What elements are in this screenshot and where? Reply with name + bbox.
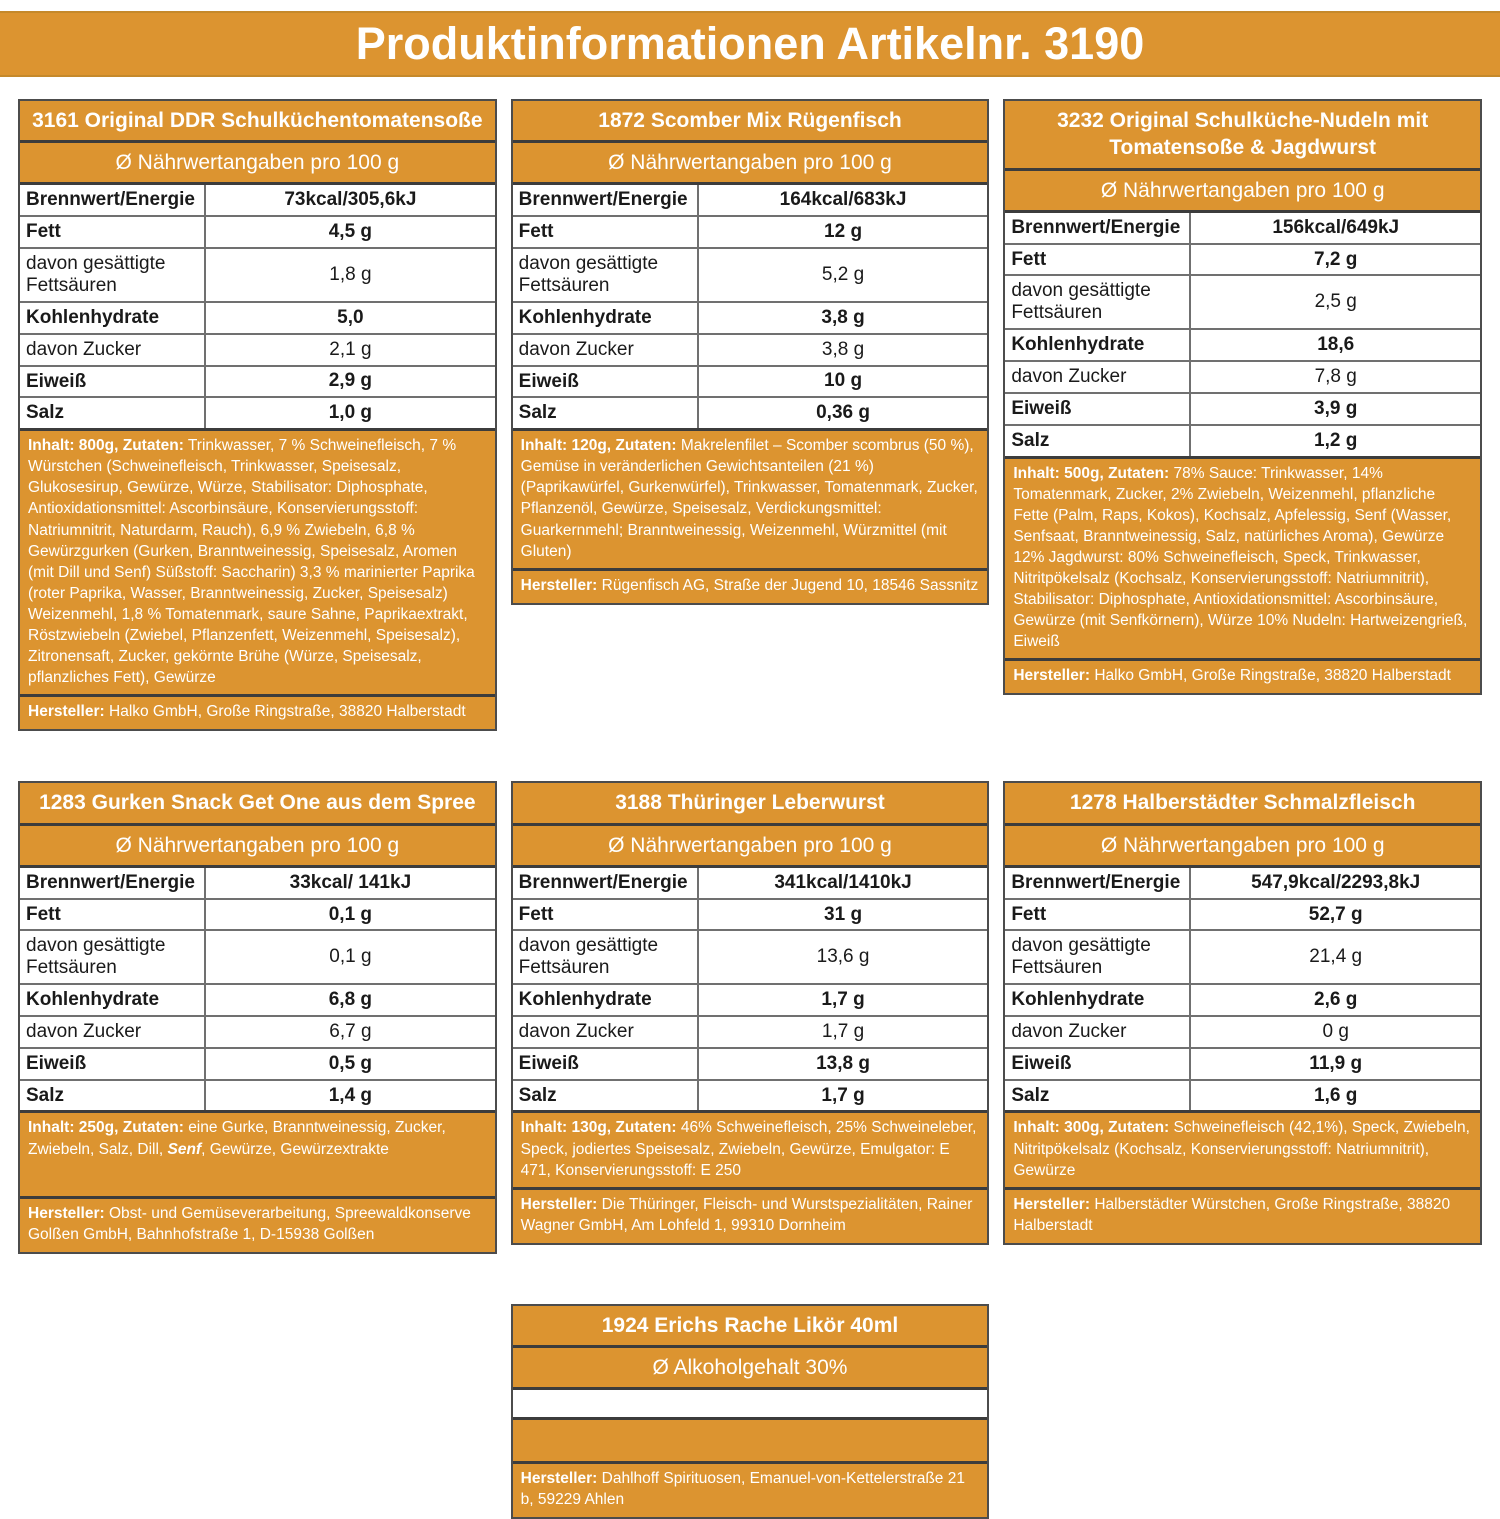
nutrition-label: davon gesättigte Fettsäuren [1005, 275, 1190, 329]
nutrition-row [1005, 1048, 1480, 1080]
nutrition-subtitle: Ø Nährwertangaben pro 100 g [513, 143, 988, 185]
nutrition-label: Brennwert/Energie [1005, 213, 1190, 244]
nutrition-value: 33kcal/ 141kJ [205, 868, 495, 899]
nutrition-label: Fett [20, 899, 205, 931]
nutrition-value: 6,8 g [205, 984, 495, 1016]
page-header [0, 11, 1500, 77]
manufacturer-text [513, 1461, 988, 1517]
nutrition-row [513, 216, 988, 248]
nutrition-value: 13,6 g [698, 930, 988, 984]
nutrition-row [20, 1080, 495, 1111]
nutrition-row [513, 397, 988, 428]
nutrition-label: davon Zucker [513, 1016, 698, 1048]
nutrition-row [20, 185, 495, 216]
nutrition-value: 2,1 g [205, 334, 495, 366]
hersteller-value: Halko GmbH, Große Ringstraße, 38820 Halberstadt [1094, 667, 1451, 685]
hersteller-label: Hersteller: [28, 703, 105, 721]
ingredients-text [20, 428, 495, 694]
ingredients-text [20, 1110, 495, 1195]
nutrition-label: Fett [513, 216, 698, 248]
product-card-1924 [511, 1304, 990, 1519]
nutrition-value: 3,8 g [698, 334, 988, 366]
nutrition-value: 1,8 g [205, 248, 495, 302]
product-card-3232 [1003, 99, 1482, 695]
nutrition-label: Salz [1005, 1080, 1190, 1111]
nutrition-value: 1,0 g [328, 402, 373, 424]
nutrition-subtitle: Ø Nährwertangaben pro 100 g [20, 826, 495, 868]
nutrition-value: 1,7 g [698, 1016, 988, 1048]
nutrition-row [513, 366, 988, 398]
inhalt-label: Inhalt: 800g, Zutaten: [28, 437, 184, 455]
nutrition-value: 31 g [698, 899, 988, 931]
nutrition-value: 1,7 g [821, 1084, 865, 1106]
nutrition-value: 156kcal/649kJ [1190, 213, 1480, 244]
nutrition-row [513, 334, 988, 366]
nutrition-label: Fett [1005, 899, 1190, 931]
product-title: 1283 Gurken Snack Get One aus dem Spree [20, 783, 495, 825]
nutrition-label: Eiweiß [20, 1048, 205, 1080]
nutrition-row [513, 1080, 988, 1111]
nutrition-value: 18,6 [1190, 329, 1480, 361]
nutrition-row [513, 248, 988, 302]
empty-ingredients-row [513, 1417, 988, 1461]
nutrition-label: Eiweiß [20, 366, 205, 398]
nutrition-label: Kohlenhydrate [1005, 329, 1190, 361]
nutrition-label: Salz [1005, 425, 1190, 456]
nutrition-subtitle: Ø Nährwertangaben pro 100 g [513, 826, 988, 868]
nutrition-value: 0,1 g [205, 899, 495, 931]
nutrition-label: Kohlenhydrate [1005, 984, 1190, 1016]
nutrition-value: 12 g [698, 216, 988, 248]
nutrition-label: Brennwert/Energie [1005, 868, 1190, 899]
nutrition-row [1005, 393, 1480, 425]
product-card-1278 [1003, 781, 1482, 1245]
nutrition-value: 7,2 g [1190, 244, 1480, 276]
nutrition-table [513, 185, 988, 428]
nutrition-row [513, 302, 988, 334]
nutrition-label: Fett [20, 216, 205, 248]
nutrition-label: davon Zucker [1005, 1016, 1190, 1048]
nutrition-row [1005, 1016, 1480, 1048]
ingredients-text [1005, 1110, 1480, 1186]
manufacturer-text [513, 1187, 988, 1243]
inhalt-label: Inhalt: 250g, Zutaten: [28, 1119, 184, 1137]
nutrition-label: Eiweiß [1005, 1048, 1190, 1080]
hersteller-value: Halko GmbH, Große Ringstraße, 38820 Halberstadt [109, 703, 466, 721]
hersteller-value: Halberstädter Würstchen, Große Ringstraße, 38820 Halberstadt [1013, 1195, 1451, 1234]
nutrition-label: Brennwert/Energie [513, 185, 698, 216]
nutrition-value: 5,0 [205, 302, 495, 334]
nutrition-row [1005, 329, 1480, 361]
hersteller-value: Rügenfisch AG, Straße der Jugend 10, 18546 Sassnitz [601, 576, 979, 594]
nutrition-subtitle: Ø Nährwertangaben pro 100 g [1005, 171, 1480, 213]
product-title: 3188 Thüringer Leberwurst [513, 783, 988, 825]
product-card-3161 [18, 99, 497, 731]
nutrition-value: 341kcal/1410kJ [698, 868, 988, 899]
nutrition-row [20, 216, 495, 248]
nutrition-label: Brennwert/Energie [20, 868, 205, 899]
nutrition-label: Eiweiß [513, 1048, 698, 1080]
nutrition-row [20, 1016, 495, 1048]
manufacturer-text [20, 1196, 495, 1252]
nutrition-label: davon gesättigte Fettsäuren [513, 930, 698, 984]
nutrition-label: Kohlenhydrate [513, 984, 698, 1016]
nutrition-label: Eiweiß [1005, 393, 1190, 425]
inhalt-label: Inhalt: 500g, Zutaten: [1013, 464, 1170, 482]
ingredients-text [1005, 456, 1480, 659]
nutrition-label: davon Zucker [20, 334, 205, 366]
nutrition-label: davon gesättigte Fettsäuren [20, 248, 205, 302]
nutrition-row [20, 1048, 495, 1080]
nutrition-row [1005, 868, 1480, 899]
manufacturer-text [20, 694, 495, 729]
product-title: 3161 Original DDR Schulküchentomatensoße [20, 101, 495, 143]
hersteller-label: Hersteller: [28, 1204, 105, 1222]
nutrition-subtitle: Ø Nährwertangaben pro 100 g [1005, 826, 1480, 868]
hersteller-label: Hersteller: [1013, 667, 1091, 685]
manufacturer-text [513, 568, 988, 603]
nutrition-value: 6,7 g [205, 1016, 495, 1048]
nutrition-value: 7,8 g [1190, 361, 1480, 393]
nutrition-table [1005, 868, 1480, 1111]
nutrition-value: 1,4 g [328, 1084, 373, 1106]
nutrition-table [513, 868, 988, 1111]
nutrition-value: 2,6 g [1190, 984, 1480, 1016]
nutrition-row [20, 248, 495, 302]
nutrition-value: 73kcal/305,6kJ [205, 185, 495, 216]
hersteller-value: Die Thüringer, Fleisch- und Wurstspezialitäten, Rainer Wagner GmbH, Am Lohfeld 1, 99310 Dornheim [520, 1195, 973, 1234]
nutrition-value: 1,6 g [1314, 1084, 1358, 1106]
nutrition-row [20, 397, 495, 428]
hersteller-label: Hersteller: [520, 1470, 598, 1488]
product-title: 1278 Halberstädter Schmalzfleisch [1005, 783, 1480, 825]
nutrition-row [20, 868, 495, 899]
inhalt-label: Inhalt: 300g, Zutaten: [1013, 1119, 1170, 1137]
nutrition-value: 1,2 g [1314, 429, 1358, 451]
nutrition-row [1005, 213, 1480, 244]
hersteller-label: Hersteller: [520, 576, 598, 594]
zutaten-text: Trinkwasser, 7 % Schweinefleisch, 7 % Würstchen (Schweinefleisch, Trinkwasser, Speisesalz, Glukosesirup, Gewürze, Würze, Stabilisator: Diphosphate, Antioxidationsmittel: Ascorbinsäure, Konservierungsstoff: Natriumnitrit, Naturdarm, Rauch), 6,9 % Zwiebeln, 6,8 % Gewürzgurken (Gurken, Branntweinessig, Speisesalz, Aromen (mit Dill und Senf) Süßstoff: Saccharin) 3,3 % marinierter Paprika (roter Paprika, Wasser, Branntweinessig, Zucker, Speisesalz) Weizenmehl, 1,8 % Tomatenmark, saure Sahne, Paprikaextrakt, Röstzwiebeln (Zwiebel, Pflanzenfett, Weizenmehl, Speisesalz), Zitronensaft, Zucker, gekörnte Brühe (Würze, Speisesalz, pflanzliches Fett), Gewürze [28, 437, 475, 687]
nutrition-value: 52,7 g [1190, 899, 1480, 931]
zutaten-text: Schweinefleisch (42,1%), Speck, Zwiebeln, Nitritpökelsalz (Kochsalz, Konservierungsstoff: Natriumnitrit), Gewürze [1013, 1119, 1470, 1179]
nutrition-row [1005, 930, 1480, 984]
nutrition-row [513, 185, 988, 216]
ingredients-text [513, 428, 988, 567]
nutrition-label: davon gesättigte Fettsäuren [20, 930, 205, 984]
nutrition-label: Fett [1005, 244, 1190, 276]
page-title: Produktinformationen Artikelnr. 3190 [355, 18, 1145, 69]
nutrition-value: 0,5 g [205, 1048, 495, 1080]
nutrition-table [20, 185, 495, 428]
nutrition-label: davon Zucker [513, 334, 698, 366]
nutrition-row [1005, 425, 1480, 456]
nutrition-row [1005, 899, 1480, 931]
nutrition-label: Brennwert/Energie [513, 868, 698, 899]
hersteller-value: Obst- und Gemüseverarbeitung, Spreewaldkonserve Golßen GmbH, Bahnhofstraße 1, D-15938 Golßen [28, 1204, 471, 1243]
product-card-1283 [18, 781, 497, 1254]
nutrition-row [20, 899, 495, 931]
inhalt-label: Inhalt: 130g, Zutaten: [520, 1119, 677, 1137]
manufacturer-text [1005, 658, 1480, 693]
nutrition-value: 21,4 g [1190, 930, 1480, 984]
nutrition-row [20, 334, 495, 366]
manufacturer-text [1005, 1187, 1480, 1243]
product-title: 1924 Erichs Rache Likör 40ml [513, 1306, 988, 1348]
nutrition-row [513, 1016, 988, 1048]
nutrition-value: 0,1 g [205, 930, 495, 984]
nutrition-subtitle: Ø Nährwertangaben pro 100 g [20, 143, 495, 185]
hersteller-label: Hersteller: [1013, 1195, 1091, 1213]
nutrition-row [1005, 984, 1480, 1016]
nutrition-row [20, 302, 495, 334]
nutrition-value: 0 g [1190, 1016, 1480, 1048]
inhalt-label: Inhalt: 120g, Zutaten: [520, 437, 677, 455]
nutrition-label: davon gesättigte Fettsäuren [513, 248, 698, 302]
nutrition-value: 3,8 g [698, 302, 988, 334]
nutrition-value: 11,9 g [1190, 1048, 1480, 1080]
nutrition-label: Kohlenhydrate [20, 984, 205, 1016]
alcohol-subtitle: Ø Alkoholgehalt 30% [513, 1348, 988, 1390]
product-card-3188 [511, 781, 990, 1245]
nutrition-label: Salz [513, 397, 698, 428]
nutrition-row [513, 930, 988, 984]
nutrition-row [20, 930, 495, 984]
nutrition-label: Salz [513, 1080, 698, 1111]
nutrition-row [1005, 1080, 1480, 1111]
nutrition-value: 1,7 g [698, 984, 988, 1016]
zutaten-text: eine Gurke, Branntweinessig, Zucker, Zwiebeln, Salz, Dill, Senf, Gewürze, Gewürzextrakte [28, 1119, 446, 1158]
nutrition-value: 13,8 g [698, 1048, 988, 1080]
nutrition-row [1005, 275, 1480, 329]
nutrition-label: Salz [20, 1080, 205, 1111]
hersteller-label: Hersteller: [520, 1195, 598, 1213]
nutrition-row [20, 984, 495, 1016]
product-title: 1872 Scomber Mix Rügenfisch [513, 101, 988, 143]
nutrition-value: 547,9kcal/2293,8kJ [1190, 868, 1480, 899]
product-card-1872 [511, 99, 990, 605]
nutrition-row [1005, 244, 1480, 276]
nutrition-value: 10 g [698, 366, 988, 398]
nutrition-label: Brennwert/Energie [20, 185, 205, 216]
nutrition-row [513, 868, 988, 899]
nutrition-value: 3,9 g [1190, 393, 1480, 425]
nutrition-row [1005, 361, 1480, 393]
nutrition-value: 2,5 g [1190, 275, 1480, 329]
nutrition-row [513, 1048, 988, 1080]
nutrition-label: Kohlenhydrate [20, 302, 205, 334]
nutrition-row [513, 899, 988, 931]
zutaten-text: 46% Schweinefleisch, 25% Schweineleber, Speck, jodiertes Speisesalz, Zwiebeln, Gewürze, Emulgator: E 471, Konservierungsstoff: E 250 [520, 1119, 977, 1179]
zutaten-text: 78% Sauce: Trinkwasser, 14% Tomatenmark, Zucker, 2% Zwiebeln, Weizenmehl, pflanzliche Fette (Palm, Raps, Kokos), Kochsalz, Apfelessig, Senf (Wasser, Senfsaat, Branntweinessig, Salz, natürliches Aroma), Gewürze 12% Jagdwurst: 80% Schweinefleisch, Speck, Trinkwasser, Nitritpökelsalz (Kochsalz, Konservierungsstoff: Natriumnitrit), Stabilisator: Diphosphate, Antioxidationsmittel: Ascorbinsäure, Gewürze (mit Senfkörnern), Würze 10% Nudeln: Hartweizengrieß, Eiweiß [1013, 464, 1468, 651]
nutrition-value: 0,36 g [816, 402, 870, 424]
nutrition-value: 164kcal/683kJ [698, 185, 988, 216]
nutrition-label: Eiweiß [513, 366, 698, 398]
nutrition-value: 5,2 g [698, 248, 988, 302]
product-grid [0, 99, 1500, 1519]
nutrition-label: Salz [20, 397, 205, 428]
nutrition-label: davon Zucker [1005, 361, 1190, 393]
empty-row [513, 1390, 988, 1417]
nutrition-label: Kohlenhydrate [513, 302, 698, 334]
nutrition-table [1005, 213, 1480, 456]
nutrition-value: 4,5 g [205, 216, 495, 248]
nutrition-row [20, 366, 495, 398]
nutrition-row [513, 984, 988, 1016]
hersteller-value: Dahlhoff Spirituosen, Emanuel-von-Kettelerstraße 21 b, 59229 Ahlen [520, 1470, 965, 1509]
nutrition-label: Fett [513, 899, 698, 931]
nutrition-table [20, 868, 495, 1111]
product-title: 3232 Original Schulküche-Nudeln mit Tomatensoße & Jagdwurst [1005, 101, 1480, 171]
nutrition-label: davon Zucker [20, 1016, 205, 1048]
nutrition-value: 2,9 g [205, 366, 495, 398]
nutrition-label: davon gesättigte Fettsäuren [1005, 930, 1190, 984]
zutaten-text: Makrelenfilet – Scomber scombrus (50 %), Gemüse in veränderlichen Gewichtsanteilen (21 %) (Paprikawürfel, Gurkenwürfel), Trinkwasser, Tomatenmark, Zucker, Pflanzenöl, Gewürze, Speisesalz, Verdickungsmittel: Guarkernmehl; Branntweinessig, Weizenmehl, Würzmittel (mit Gluten) [520, 437, 978, 560]
ingredients-text [513, 1110, 988, 1186]
